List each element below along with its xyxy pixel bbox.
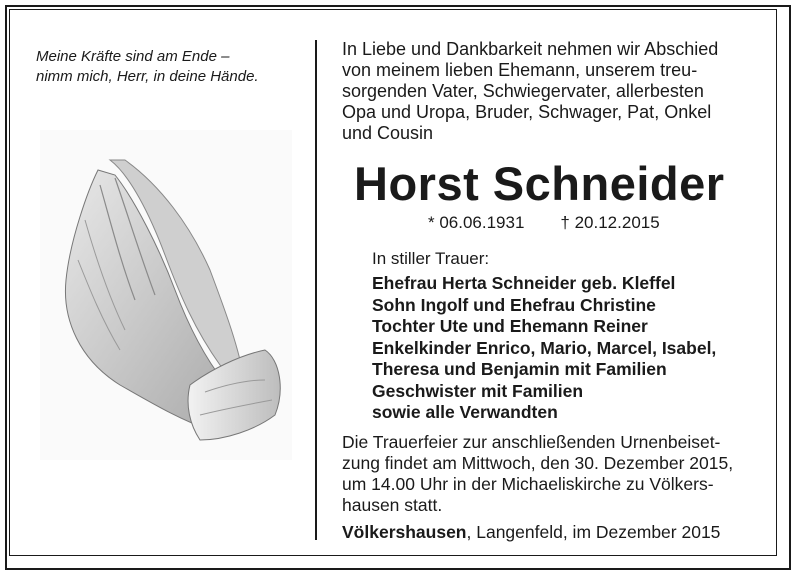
intro-line: Opa und Uropa, Bruder, Schwager, Pat, Onkel — [342, 102, 712, 122]
intro-line: von meinem lieben Ehemann, unserem treu- — [342, 60, 698, 80]
mourner-entry: Geschwister mit Familien — [372, 380, 584, 401]
intro-line: In Liebe und Dankbarkeit nehmen wir Abschied — [342, 39, 719, 59]
ceremony-line: um 14.00 Uhr in der Michaeliskirche zu Völkers- — [342, 474, 714, 494]
mourning-heading: In stiller Trauer: — [372, 249, 490, 268]
place-rest: , Langenfeld, im Dezember 2015 — [466, 522, 721, 542]
deceased-name: Horst Schneider — [354, 157, 725, 210]
motto — [36, 47, 259, 87]
mourner-entry: sowie alle Verwandten — [372, 402, 558, 422]
mourners-list — [372, 273, 716, 424]
motto-line: nimm mich, Herr, in deine Hände. — [36, 68, 259, 85]
ceremony-line: zung findet am Mittwoch, den 30. Dezember 2015, — [342, 453, 734, 473]
place-town: Völkershausen — [342, 522, 467, 542]
mourner-entry: Ehefrau Herta Schneider geb. Kleffel — [372, 273, 676, 293]
motto-line: Meine Kräfte sind am Ende – — [36, 48, 230, 65]
ceremony-line: Die Trauerfeier zur anschließenden Urnenbeiset- — [342, 432, 721, 452]
intro-line: und Cousin — [342, 123, 434, 143]
mourner-entry: Sohn Ingolf und Ehefrau Christine — [372, 294, 656, 315]
column-divider — [315, 40, 317, 540]
ceremony-line: hausen statt. — [342, 495, 443, 515]
ceremony-notice — [342, 432, 733, 516]
life-dates — [428, 213, 660, 233]
death-date: † 20.12.2015 — [560, 213, 660, 232]
mourner-entry: Enkelkinder Enrico, Mario, Marcel, Isabel, — [372, 337, 717, 358]
place-and-date — [342, 522, 720, 543]
praying-hands-icon — [40, 130, 292, 460]
intro-line: sorgenden Vater, Schwiegervater, allerbesten — [342, 81, 704, 101]
farewell-text — [342, 39, 718, 144]
mourner-entry: Theresa und Benjamin mit Familien — [372, 359, 667, 379]
mourner-entry: Tochter Ute und Ehemann Reiner — [372, 316, 648, 336]
birth-date: * 06.06.1931 — [428, 213, 525, 232]
